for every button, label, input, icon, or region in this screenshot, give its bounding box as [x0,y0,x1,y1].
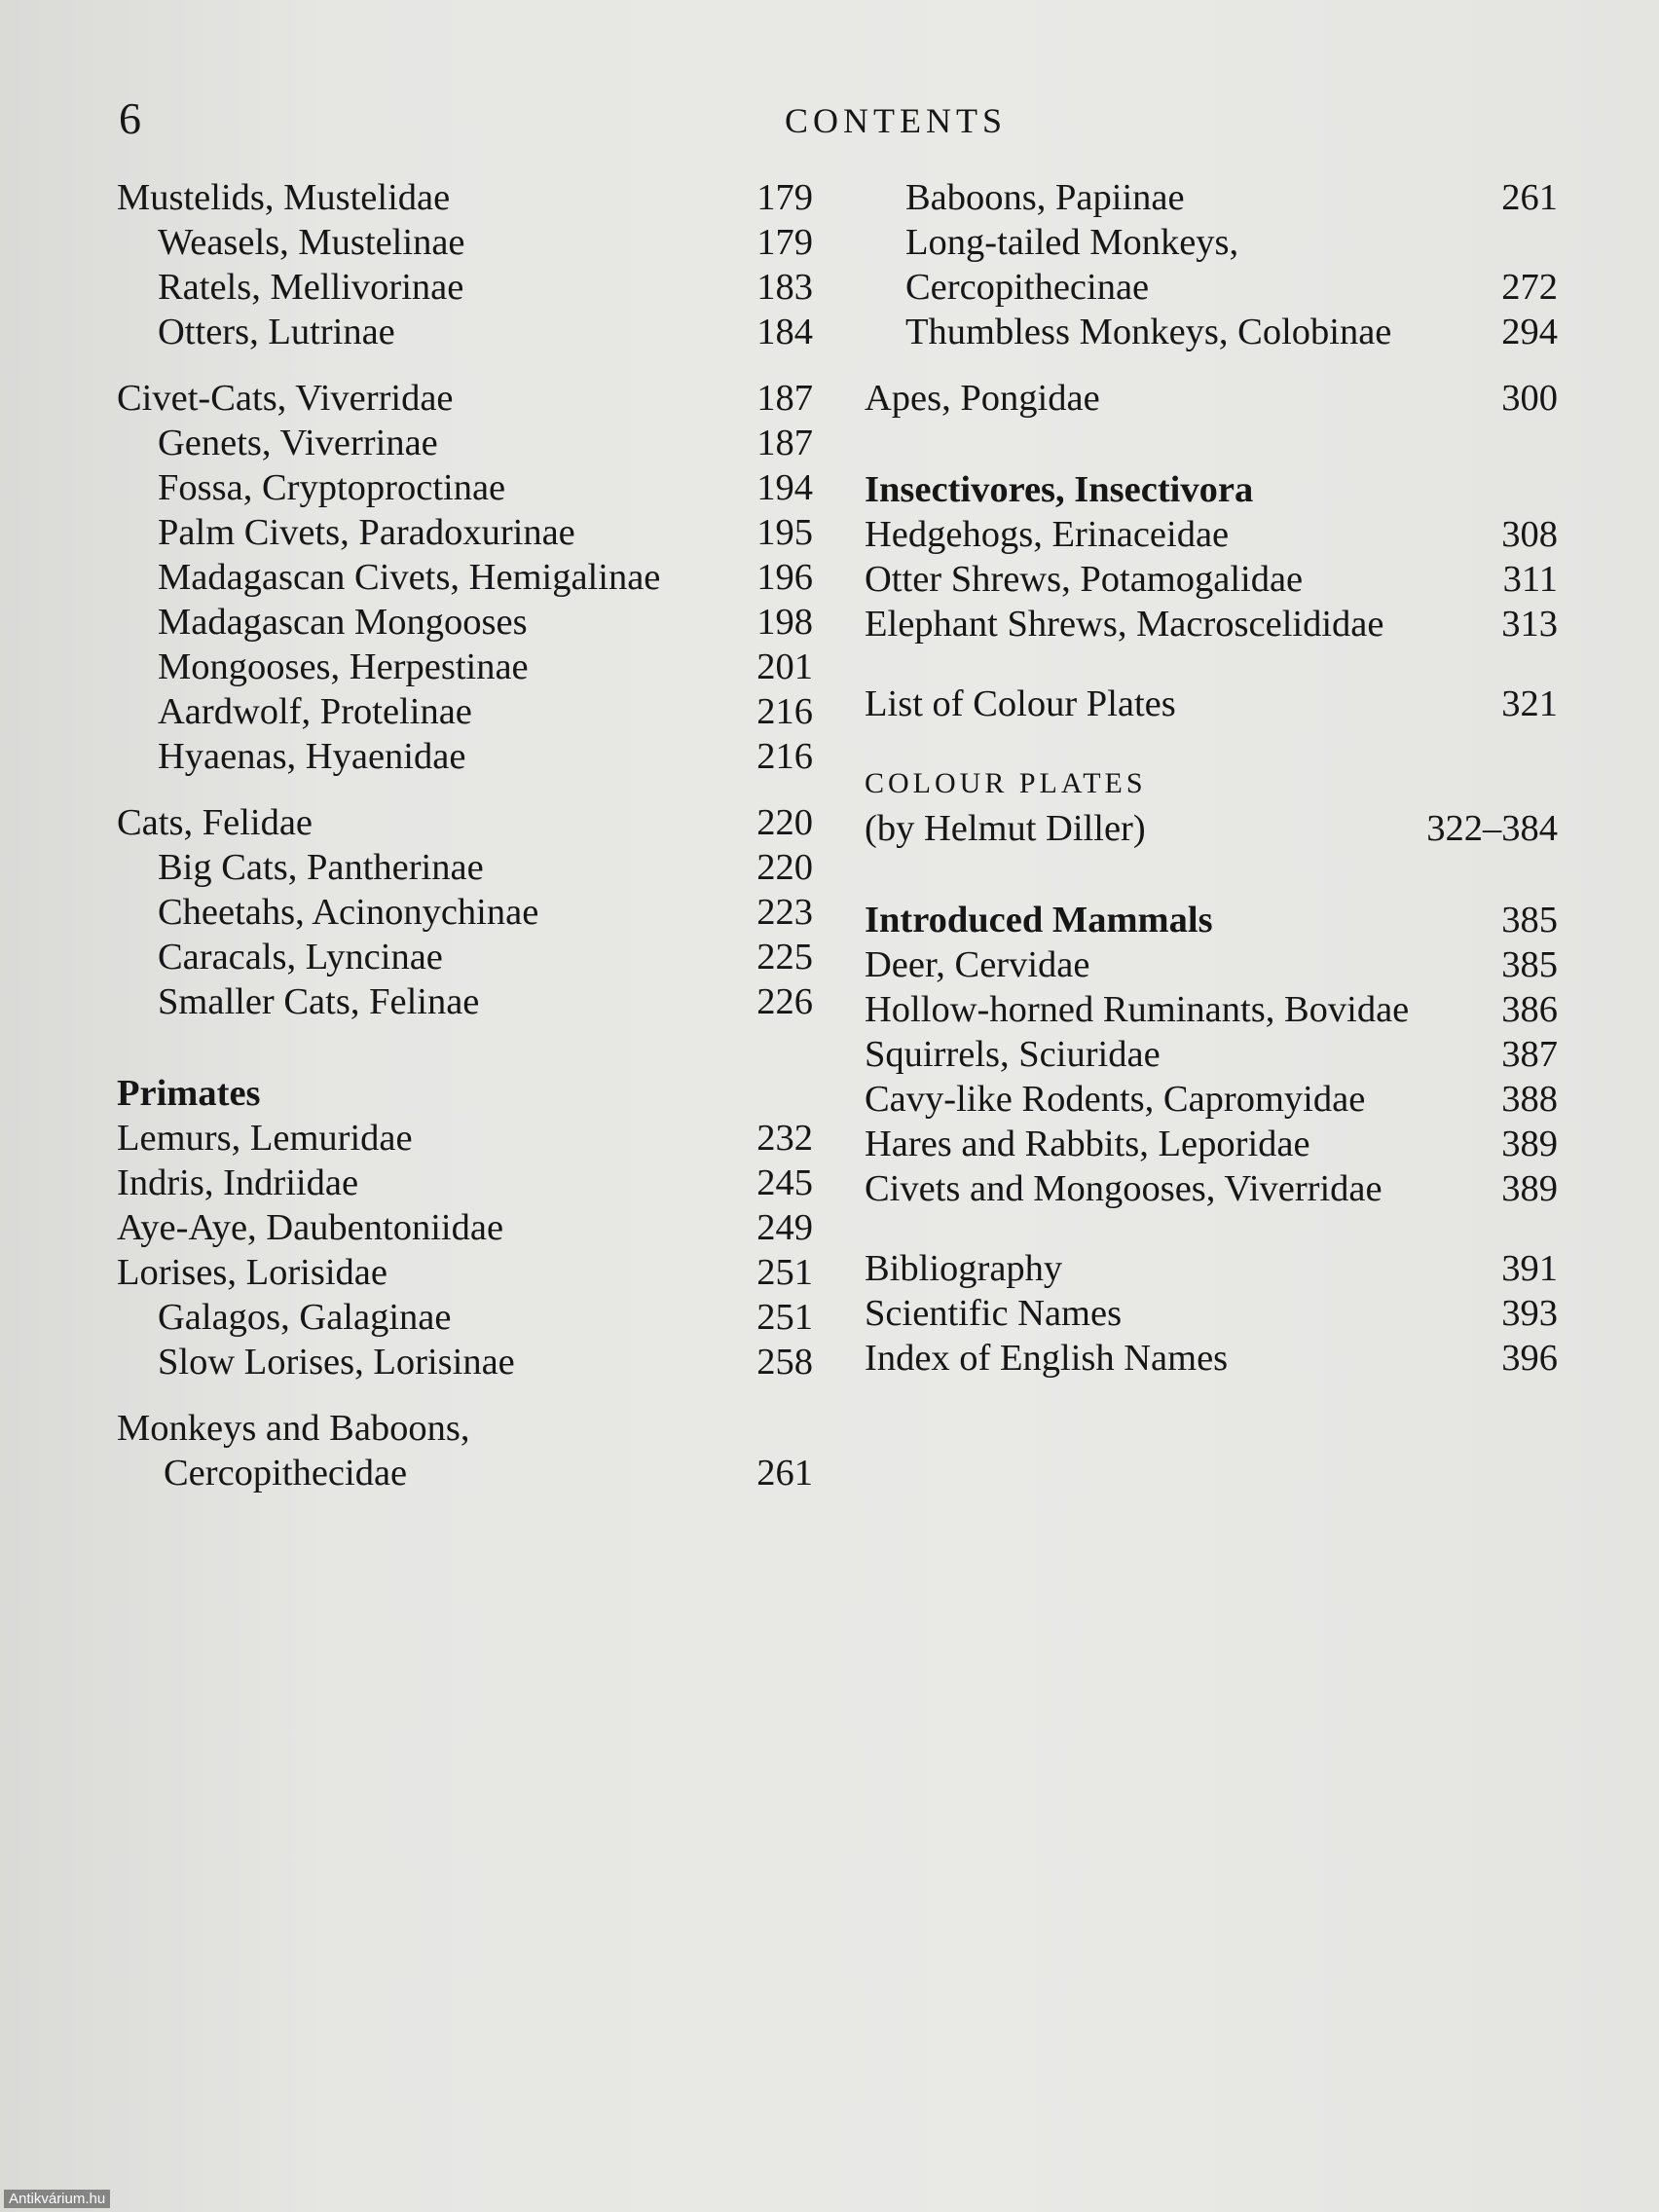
toc-entry [117,376,813,421]
entry-title: Civets and Mongooses, Viverridae [865,1168,1382,1209]
entry-title: Otter Shrews, Potamogalidae [865,559,1304,600]
section-gap [865,726,1558,761]
entry-title: Madagascan Mongooses [158,602,528,643]
watermark: Antikvárium.hu [4,2190,110,2208]
toc-entry [117,510,813,555]
entry-title: Smaller Cats, Felinae [158,981,480,1022]
toc-entry [865,1166,1558,1211]
entry-page-number: 308 [1501,514,1558,555]
entry-title: Primates [117,1073,261,1114]
toc-entry [117,689,813,734]
entry-page-number: 220 [756,802,813,843]
toc-entry [117,979,813,1024]
entry-page-number: 226 [756,981,813,1022]
entry-page-number: 393 [1501,1293,1558,1334]
running-title: CONTENTS [785,101,1007,140]
section-gap [865,354,1558,376]
toc-entry [117,1340,813,1384]
entry-title: Cavy-like Rodents, Capromyidae [865,1079,1366,1120]
toc-entry [117,1406,813,1451]
contents-left-column [117,175,813,1495]
entry-page-number: 313 [1501,604,1558,645]
entry-page-number: 388 [1501,1079,1558,1120]
entry-title: List of Colour Plates [865,683,1176,724]
entry-page-number: 223 [756,892,813,933]
entry-page-number: 261 [756,1453,813,1493]
toc-entry [117,1250,813,1295]
entry-title: Otters, Lutrinae [158,312,395,352]
toc-entry [865,1032,1558,1077]
entry-page-number: 216 [756,691,813,732]
contents-right-column [865,175,1558,1381]
entry-page-number: 179 [756,222,813,263]
section-gap [865,851,1558,898]
toc-entry [117,734,813,779]
entry-title: Galagos, Galaginae [158,1297,452,1338]
entry-title: Caracals, Lyncinae [158,937,443,977]
toc-entry [117,310,813,354]
toc-entry [117,220,813,265]
entry-title: Cercopithecidae [164,1453,408,1493]
entry-page-number: 216 [756,736,813,777]
entry-title: Apes, Pongidae [865,378,1100,419]
entry-page-number: 195 [756,512,813,553]
entry-page-number: 251 [756,1297,813,1338]
entry-title: Cheetahs, Acinonychinae [158,892,539,933]
entry-page-number: 198 [756,602,813,643]
toc-entry [117,645,813,689]
entry-title: Index of English Names [865,1338,1229,1379]
entry-title: Hollow-horned Ruminants, Bovidae [865,989,1410,1030]
entry-title: Hyaenas, Hyaenidae [158,736,466,777]
entry-title: Aye-Aye, Daubentoniidae [117,1207,504,1248]
entry-title: Monkeys and Baboons, [117,1408,470,1449]
entry-title: Civet-Cats, Viverridae [117,378,454,419]
entry-title: Hares and Rabbits, Leporidae [865,1124,1310,1164]
entry-title: Elephant Shrews, Macroscelididae [865,604,1384,645]
entry-page-number: 184 [756,312,813,352]
entry-page-number: 258 [756,1342,813,1382]
entry-title: Madagascan Civets, Hemigalinae [158,557,661,598]
toc-entry [117,465,813,510]
toc-entry [865,602,1558,646]
entry-page-number: 179 [756,177,813,218]
toc-entry [117,1116,813,1161]
entry-title: Weasels, Mustelinae [158,222,465,263]
section-gap [117,779,813,800]
toc-entry [865,1246,1558,1291]
entry-title: Baboons, Papiinae [905,177,1185,218]
entry-page-number: 220 [756,847,813,888]
entry-page-number: 321 [1501,683,1558,724]
entry-title: Big Cats, Pantherinae [158,847,484,888]
page-number: 6 [119,93,141,143]
entry-title: Long-tailed Monkeys, [905,222,1239,263]
toc-entry [865,512,1558,557]
entry-page-number: 322–384 [1426,808,1558,849]
entry-page-number: 311 [1502,559,1558,600]
entry-title: Aardwolf, Protelinae [158,691,472,732]
toc-entry [865,987,1558,1032]
toc-entry [117,1161,813,1205]
entry-page-number: 232 [756,1118,813,1159]
entry-page-number: 194 [756,467,813,508]
entry-title: Ratels, Mellivorinae [158,267,464,308]
section-gap [865,646,1558,682]
section-gap [117,1384,813,1406]
toc-entry [117,175,813,220]
toc-entry [865,942,1558,987]
entry-title: (by Helmut Diller) [865,808,1146,849]
toc-entry [865,557,1558,602]
toc-entry [117,890,813,935]
section-gap [117,1024,813,1071]
entry-page-number: 272 [1501,267,1558,308]
entry-page-number: 385 [1501,900,1558,940]
toc-entry [865,1122,1558,1166]
entry-title: Scientific Names [865,1293,1123,1334]
entry-page-number: 261 [1501,177,1558,218]
entry-title: Indris, Indriidae [117,1162,359,1203]
toc-entry [117,935,813,979]
entry-page-number: 391 [1501,1248,1558,1289]
toc-entry [865,175,1558,220]
entry-title: Thumbless Monkeys, Colobinae [905,312,1392,352]
entry-title: Introduced Mammals [865,900,1213,940]
entry-title: Lemurs, Lemuridae [117,1118,413,1159]
entry-title: Genets, Viverrinae [158,423,438,463]
section-gap [865,1211,1558,1246]
entry-page-number: 183 [756,267,813,308]
toc-entry [865,682,1558,726]
entry-title: Mustelids, Mustelidae [117,177,451,218]
toc-entry [865,220,1558,265]
toc-entry [865,265,1558,310]
toc-entry [117,845,813,890]
entry-page-number: 249 [756,1207,813,1248]
entry-title: Slow Lorises, Lorisinae [158,1342,515,1382]
entry-page-number: 396 [1501,1338,1558,1379]
toc-entry [117,1205,813,1250]
entry-page-number: 387 [1501,1034,1558,1075]
toc-entry [865,1077,1558,1122]
section-heading-entry [865,761,1558,806]
page-header [117,92,1558,151]
entry-title: COLOUR PLATES [865,767,1147,799]
entry-page-number: 225 [756,937,813,977]
toc-entry [117,555,813,600]
toc-entry [117,265,813,310]
toc-entry [865,1291,1558,1336]
entry-title: Palm Civets, Paradoxurinae [158,512,575,553]
toc-entry [865,806,1558,851]
entry-page-number: 386 [1501,989,1558,1030]
entry-page-number: 196 [756,557,813,598]
entry-page-number: 187 [756,423,813,463]
toc-entry [117,600,813,645]
section-gap [865,421,1558,467]
entry-title: Hedgehogs, Erinaceidae [865,514,1230,555]
toc-entry [865,376,1558,421]
entry-title: Fossa, Cryptoproctinae [158,467,506,508]
entry-title: Deer, Cervidae [865,944,1090,985]
toc-entry [865,1336,1558,1381]
entry-page-number: 389 [1501,1124,1558,1164]
entry-title: Insectivores, Insectivora [865,469,1254,510]
entry-page-number: 389 [1501,1168,1558,1209]
toc-entry [117,1295,813,1340]
entry-title: Squirrels, Sciuridae [865,1034,1161,1075]
entry-title: Cats, Felidae [117,802,313,843]
section-gap [117,354,813,376]
toc-entry [117,1451,813,1495]
entry-title: Mongooses, Herpestinae [158,646,529,687]
toc-entry [865,310,1558,354]
section-heading-entry [865,467,1558,512]
entry-page-number: 251 [756,1252,813,1293]
entry-page-number: 201 [756,646,813,687]
toc-entry [117,800,813,845]
entry-title: Cercopithecinae [905,267,1150,308]
entry-page-number: 294 [1501,312,1558,352]
entry-page-number: 300 [1501,378,1558,419]
section-heading-entry [117,1071,813,1116]
entry-page-number: 385 [1501,944,1558,985]
entry-title: Lorises, Lorisidae [117,1252,387,1293]
section-heading-entry [865,898,1558,942]
entry-title: Bibliography [865,1248,1063,1289]
toc-entry [117,421,813,465]
entry-page-number: 245 [756,1162,813,1203]
entry-page-number: 187 [756,378,813,419]
